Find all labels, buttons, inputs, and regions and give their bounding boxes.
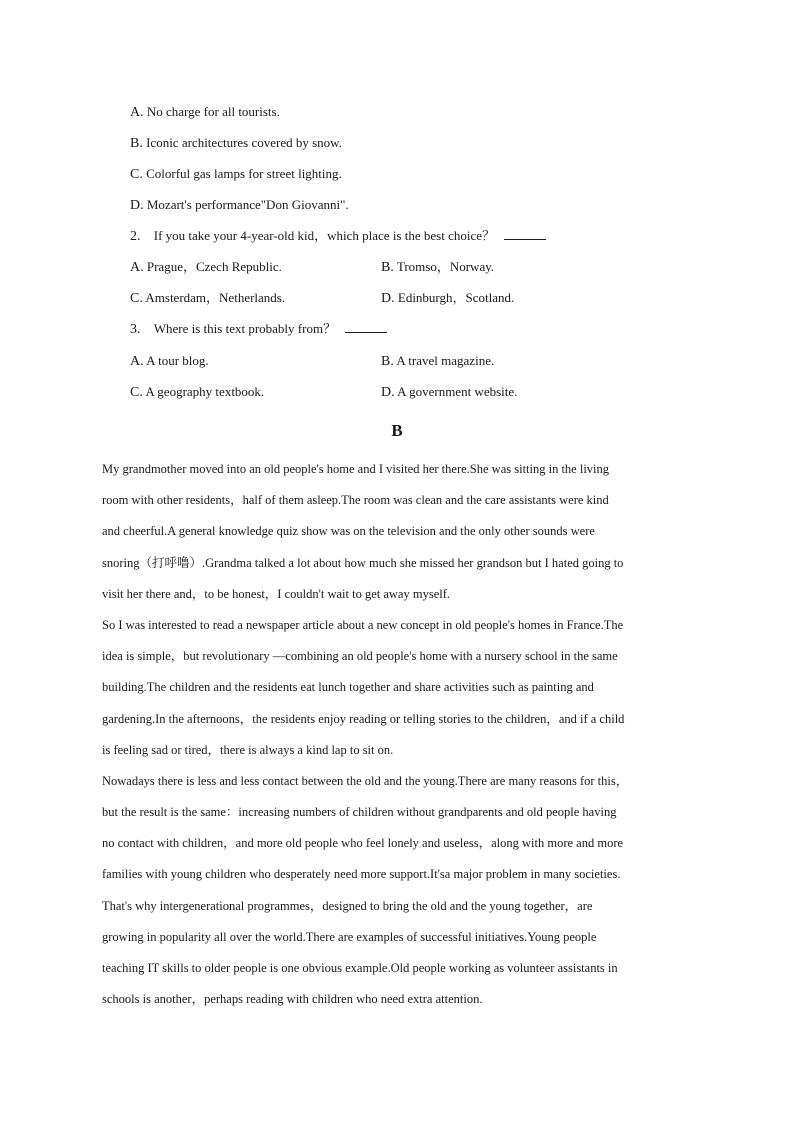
q3-option-c — [130, 384, 264, 401]
option-letter: D. — [381, 385, 395, 400]
passage-line: My grandmother moved into an old people's home and I visited her there.She was sitting in the living — [102, 462, 610, 476]
passage-line: idea is simple，but revolutionary —combining an old people's home with a nursery school in the same — [102, 649, 618, 664]
q1-option-a — [130, 104, 280, 121]
q2-option-b — [381, 259, 494, 276]
option-letter: B. — [381, 260, 394, 275]
passage-line: families with young children who desperately need more support.It'sa major problem in many societies. — [102, 867, 621, 882]
option-letter: D. — [130, 198, 144, 213]
q2-option-c — [130, 290, 285, 307]
passage-line: Nowadays there is less and less contact between the old and the young.There are many reasons for this， — [102, 773, 629, 788]
passage-line: schools is another，perhaps reading with children who need extra attention. — [102, 992, 483, 1007]
q3-option-a — [130, 353, 209, 370]
passage-line: That's why intergenerational programmes，designed to bring the old and the young together，are — [102, 898, 593, 913]
option-letter: B. — [130, 136, 143, 151]
option-letter: B. — [381, 354, 394, 369]
passage-line: snoring（打呼噜）.Grandma talked a lot about how much she missed her grandson but I hated going to — [102, 555, 624, 570]
q2-option-a — [130, 259, 282, 276]
passage-line: growing in popularity all over the world.There are examples of successful initiatives.Young people — [102, 929, 597, 944]
passage-line: but the result is the same：increasing numbers of children without grandparents and old people having — [102, 805, 617, 820]
q3-option-b — [381, 353, 494, 370]
passage-line: teaching IT skills to older people is one obvious example.Old people working as volunteer assistants in — [102, 961, 618, 975]
q1-option-c — [130, 166, 342, 183]
question-text: Where is this text probably from？ — [153, 321, 337, 336]
option-letter: D. — [381, 291, 395, 306]
passage-line: So I was interested to read a newspaper article about a new concept in old people's homes in France.The — [102, 617, 624, 632]
q1-option-b — [130, 135, 342, 152]
q1-option-d — [130, 197, 349, 214]
question-text: If you take your 4-year-old kid，which place is the best choice？ — [153, 228, 495, 243]
q3-option-d — [381, 384, 517, 401]
passage-line: building.The children and the residents eat lunch together and share activities such as painting and — [102, 680, 594, 695]
option-text: A government website. — [397, 384, 518, 399]
option-text: Amsterdam，Netherlands. — [145, 290, 286, 305]
passage-line: gardening.In the afternoons，the residents enjoy reading or telling stories to the children，and if a child — [102, 711, 625, 726]
question-number: 2. — [130, 229, 141, 244]
option-letter: C. — [130, 385, 143, 400]
option-text: No charge for all tourists. — [146, 104, 280, 119]
option-letter: C. — [130, 291, 143, 306]
option-text: Mozart's performance"Don Giovanni". — [146, 197, 349, 212]
q2-option-d — [381, 290, 514, 307]
passage-line: and cheerful.A general knowledge quiz show was on the television and the only other sounds were — [102, 524, 595, 539]
option-text: Prague，Czech Republic. — [146, 259, 282, 274]
passage-line: visit her there and，to be honest，I couldn't wait to get away myself. — [102, 586, 450, 601]
option-text: Tromso，Norway. — [396, 259, 495, 274]
answer-blank[interactable] — [345, 322, 387, 333]
option-letter: A. — [130, 260, 144, 275]
option-text: Edinburgh，Scotland. — [397, 290, 515, 305]
passage-line: no contact with children，and more old people who feel lonely and useless，along with more and more — [102, 836, 624, 851]
option-text: A tour blog. — [146, 353, 209, 368]
question-2 — [130, 228, 546, 245]
option-text: A geography textbook. — [145, 384, 265, 399]
section-heading: B — [391, 421, 403, 440]
answer-blank[interactable] — [504, 229, 546, 240]
option-letter: A. — [130, 354, 144, 369]
question-number: 3. — [130, 322, 141, 337]
passage-line: room with other residents，half of them asleep.The room was clean and the care assistants were kind — [102, 493, 609, 508]
option-letter: C. — [130, 167, 143, 182]
question-3 — [130, 321, 387, 338]
option-letter: A. — [130, 105, 144, 120]
option-text: Iconic architectures covered by snow. — [146, 135, 342, 150]
passage-line: is feeling sad or tired，there is always a kind lap to sit on. — [102, 742, 394, 757]
option-text: Colorful gas lamps for street lighting. — [146, 166, 342, 181]
reading-passage — [102, 454, 692, 1015]
option-text: A travel magazine. — [396, 353, 495, 368]
